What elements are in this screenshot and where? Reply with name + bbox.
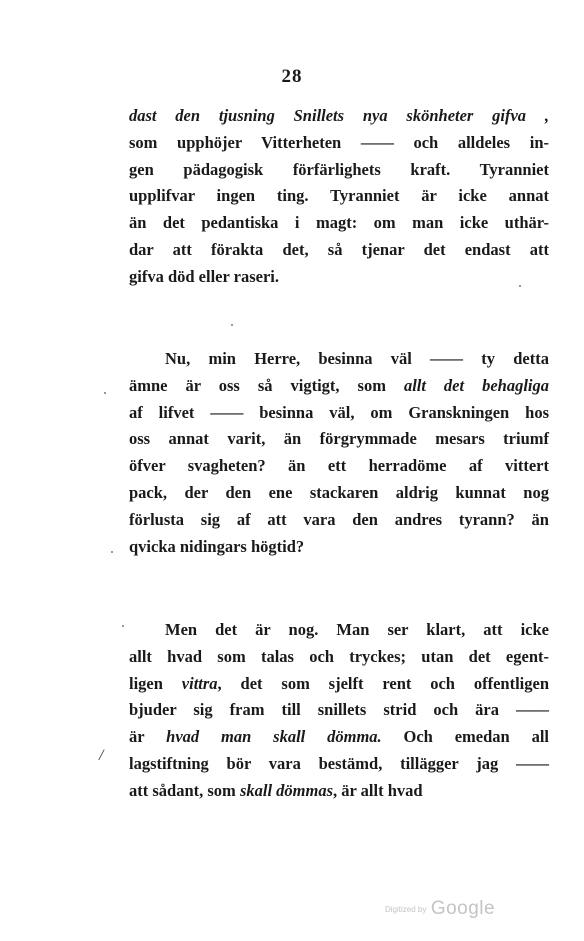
paragraph-1 [129, 103, 549, 291]
text-run: upplifvar ingen ting. Tyranniet är icke annat [129, 186, 549, 206]
text-line [129, 346, 549, 373]
text-run: förlusta sig af att vara den andres tyrann? än [129, 509, 549, 529]
text-line [129, 210, 549, 237]
text-line [129, 130, 549, 157]
paper-speck [122, 625, 124, 627]
text-run: gen pädagogisk förfärlighets kraft. Tyranniet [129, 159, 549, 179]
text-line [129, 400, 549, 427]
text-run: af lifvet —— besinna väl, om Granskningen hos [129, 402, 549, 422]
text-run: gifva död eller raseri. [129, 266, 279, 286]
text-line [129, 697, 549, 724]
italic-text: vittra [181, 673, 218, 693]
text-line [129, 426, 549, 453]
text-run: oss annat varit, än förgrymmade mesars triumf [129, 429, 549, 449]
text-run: ligen [129, 673, 182, 693]
text-run: dar att förakta det, så tjenar det endast att [129, 239, 549, 259]
text-run: qvicka nidingars högtid? [129, 536, 305, 556]
text-line [129, 534, 549, 561]
text-run: ämne är oss så vigtigt, som [129, 375, 404, 395]
google-logo: Google [430, 898, 496, 919]
text-run: allt hvad som talas och tryckes; utan det egent- [129, 646, 549, 666]
text-run: , är allt hvad [333, 780, 423, 800]
digitized-prefix: Digitized by [385, 905, 427, 914]
text-run: , det som sjelft rent och offentligen [217, 673, 550, 693]
text-run: pack, der den ene stackaren aldrig kunnat nog [129, 482, 549, 502]
italic-text: dast den tjusning Snillets nya skönheter gifva , [129, 106, 549, 125]
page-number: 28 [281, 66, 303, 87]
text-run: Men det är nog. Man ser klart, att icke [165, 620, 549, 639]
paragraph-2 [129, 346, 549, 560]
margin-pen-mark: / [99, 747, 104, 764]
text-line [129, 751, 549, 778]
text-run: Och emedan all [381, 727, 550, 747]
text-run: Nu, min Herre, besinna väl —— ty detta [165, 349, 549, 368]
italic-text: allt det behagliga [403, 375, 549, 395]
text-line [129, 237, 549, 264]
digitized-by-google-watermark [385, 898, 495, 920]
text-line [129, 724, 549, 751]
paper-speck [519, 285, 521, 287]
text-line [129, 157, 549, 184]
paragraph-3 [129, 617, 549, 805]
text-line [129, 671, 549, 698]
text-line [129, 507, 549, 534]
paper-speck [111, 551, 113, 553]
text-run: än det pedantiska i magt: om man icke uthär- [129, 213, 549, 233]
text-run: att sådant, som [129, 780, 240, 800]
text-line [129, 480, 549, 507]
text-line [129, 264, 549, 291]
text-run: bjuder sig fram till snillets strid och ära —— [129, 700, 549, 720]
italic-text: skall dömmas [239, 780, 333, 800]
paper-speck [104, 392, 106, 394]
text-run: som upphöjer Vitterheten —— och alldeles in- [129, 132, 549, 152]
paper-speck [231, 324, 233, 326]
text-line [129, 103, 549, 130]
text-line [129, 373, 549, 400]
text-line [129, 617, 549, 644]
text-line [129, 778, 549, 805]
text-line [129, 644, 549, 671]
text-line [129, 453, 549, 480]
italic-text: hvad man skall dömma. [166, 727, 382, 747]
text-run: öfver svagheten? än ett herradöme af vittert [129, 456, 549, 476]
text-run: är [129, 727, 167, 747]
text-line [129, 183, 549, 210]
text-run: lagstiftning bör vara bestämd, tillägger jag —— [129, 753, 549, 773]
